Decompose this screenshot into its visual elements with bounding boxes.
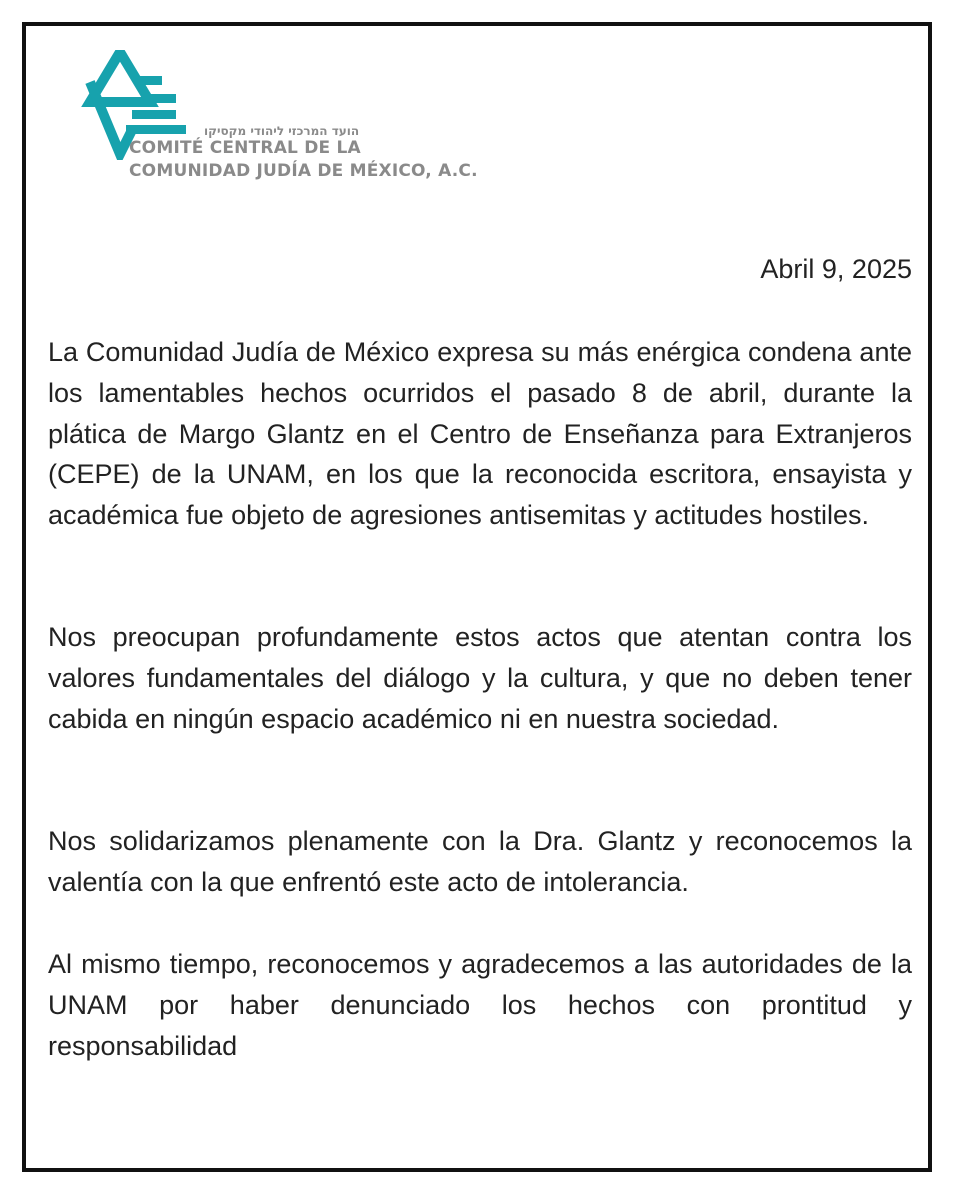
paragraph-1: La Comunidad Judía de México expresa su más enérgica condena ante los lamentables hechos ocurridos el pasado 8 de abril, durante la plática de Margo Glantz en el Centro de Enseñanza para Extranjeros (CEPE) de la UNAM, en los que la reconocida escritora, ensayista y académica fue objeto de agresiones antisemitas y actitudes hostiles. [48, 337, 912, 531]
paragraph-4: Al mismo tiempo, reconocemos y agradecemos a las autoridades de la UNAM por haber denunciado los hechos con prontitud y responsabilidad [48, 949, 912, 1061]
statement-date: Abril 9, 2025 [760, 254, 912, 284]
logo-name-line-2: COMUNIDAD JUDÍA DE MÉXICO, A.C. [129, 161, 478, 181]
paragraph-3: Nos solidarizamos plenamente con la Dra. Glantz y reconocemos la valentía con la que enfrentó este acto de intolerancia. [48, 826, 912, 897]
organization-logo [76, 50, 516, 182]
logo-name-line-1: COMITÉ CENTRAL DE LA [129, 138, 361, 158]
paragraph-2: Nos preocupan profundamente estos actos que atentan contra los valores fundamentales del diálogo y la cultura, y que no deben tener cabida en ningún espacio académico ni en nuestra sociedad. [48, 622, 912, 734]
logo-hebrew-name: הועד המרכזי ליהודי מקסיקו [204, 124, 360, 138]
